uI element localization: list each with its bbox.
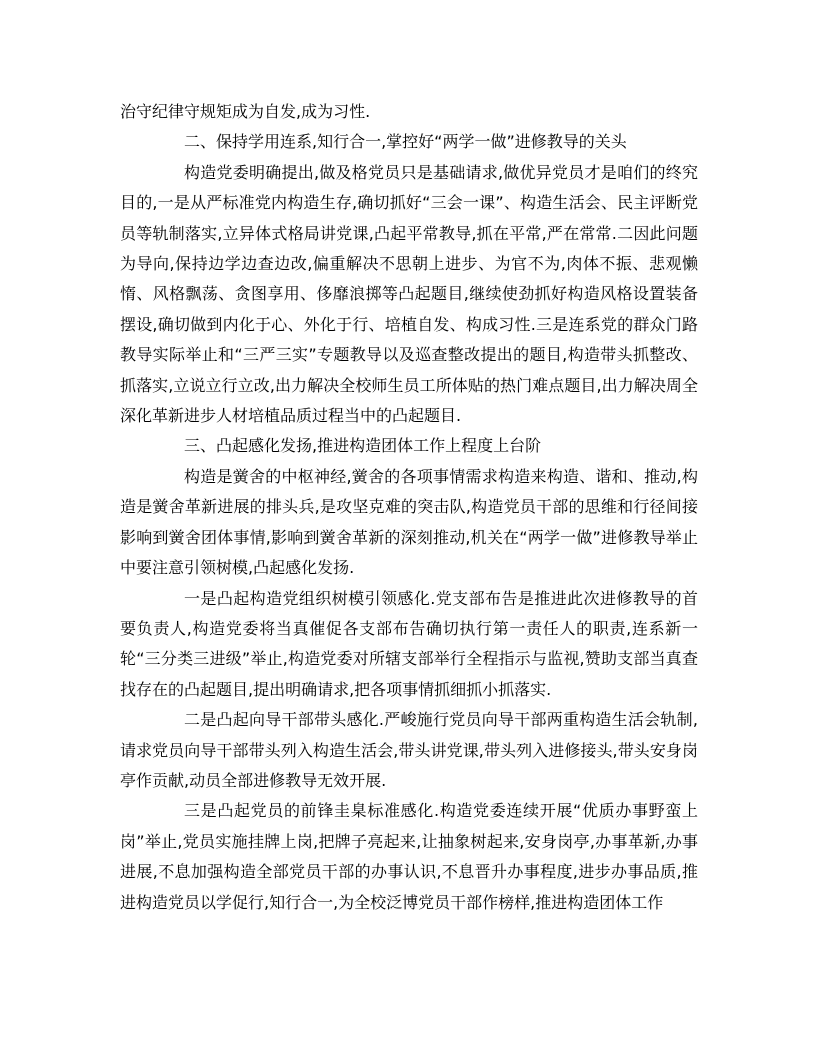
paragraph: 构造党委明确提出,做及格党员只是基础请求,做优异党员才是咱们的终究目的,一是从严标准党内构造生存,确切抓好“三会一课”、构造生活会、民主评断党员等轨制落实,立异体式格局讲党课,凸起平常教导,抓在平常,严在常常.二因此问题为导向,保持边学边查边改,偏重解决不思朝上进步、为官不为,肉体不振、悲观懒惰、风格飘荡、贪图享用、侈靡浪掷等凸起题目,继续使劲抓好构造风格设置装备摆设,确切做到内化于心、外化于行、培植自发、构成习性.三是连系党的群众门路教导实际举止和“三严三实”专题教导以及巡查整改提出的题目,构造带头抓整改、抓落实,立说立行立改,出力解决全校师生员工所体贴的热门难点题目,出力解决周全深化革新进步人材培植品质过程当中的凸起题目. xyxy=(120,162,698,426)
paragraph: 二是凸起向导干部带头感化.严峻施行党员向导干部两重构造生活会轨制,请求党员向导干部带头列入构造生活会,带头讲党课,带头列入进修接头,带头安身岗亭作贡献,动员全部进修教导无效开展. xyxy=(120,710,698,790)
section-heading-3: 三、凸起感化发扬,推进构造团体工作上程度上台阶 xyxy=(184,436,542,456)
section-heading-2: 二、保持学用连系,知行合一,掌控好“两学一做”进修教导的关头 xyxy=(184,132,627,152)
paragraph: 一是凸起构造党组织树模引领感化.党支部布告是推进此次进修教导的首要负责人,构造党委将当真催促各支部布告确切执行第一责任人的职责,连系新一轮“三分类三进级”举止,构造党委对所辖支部举行全程指示与监视,赞助支部当真查找存在的凸起题目,提出明确请求,把各项事情抓细抓小抓落实. xyxy=(120,588,698,699)
document-body xyxy=(120,97,698,918)
paragraph: 构造是黉舍的中枢神经,黉舍的各项事情需求构造来构造、谐和、推动,构造是黉舍革新进展的排头兵,是攻坚克难的突击队,构造党员干部的思维和行径间接影响到黉舍团体事情,影响到黉舍革新的深刻推动,机关在“两学一做”进修教导举止中要注意引领树模,凸起感化发扬. xyxy=(120,466,698,578)
paragraph: 三是凸起党员的前锋圭臬标准感化.构造党委连续开展“优质办事野蛮上岗”举止,党员实施挂牌上岗,把牌子亮起来,让抽象树起来,安身岗亭,办事革新,办事进展,不息加强构造全部党员干部的办事认识,不息晋升办事程度,进步办事品质,推进构造党员以学促行,知行合一,为全校泛博党员干部作榜样,推进构造团体工作 xyxy=(120,801,698,912)
paragraph-continuation: 治守纪律守规矩成为自发,成为习性. xyxy=(120,102,371,121)
